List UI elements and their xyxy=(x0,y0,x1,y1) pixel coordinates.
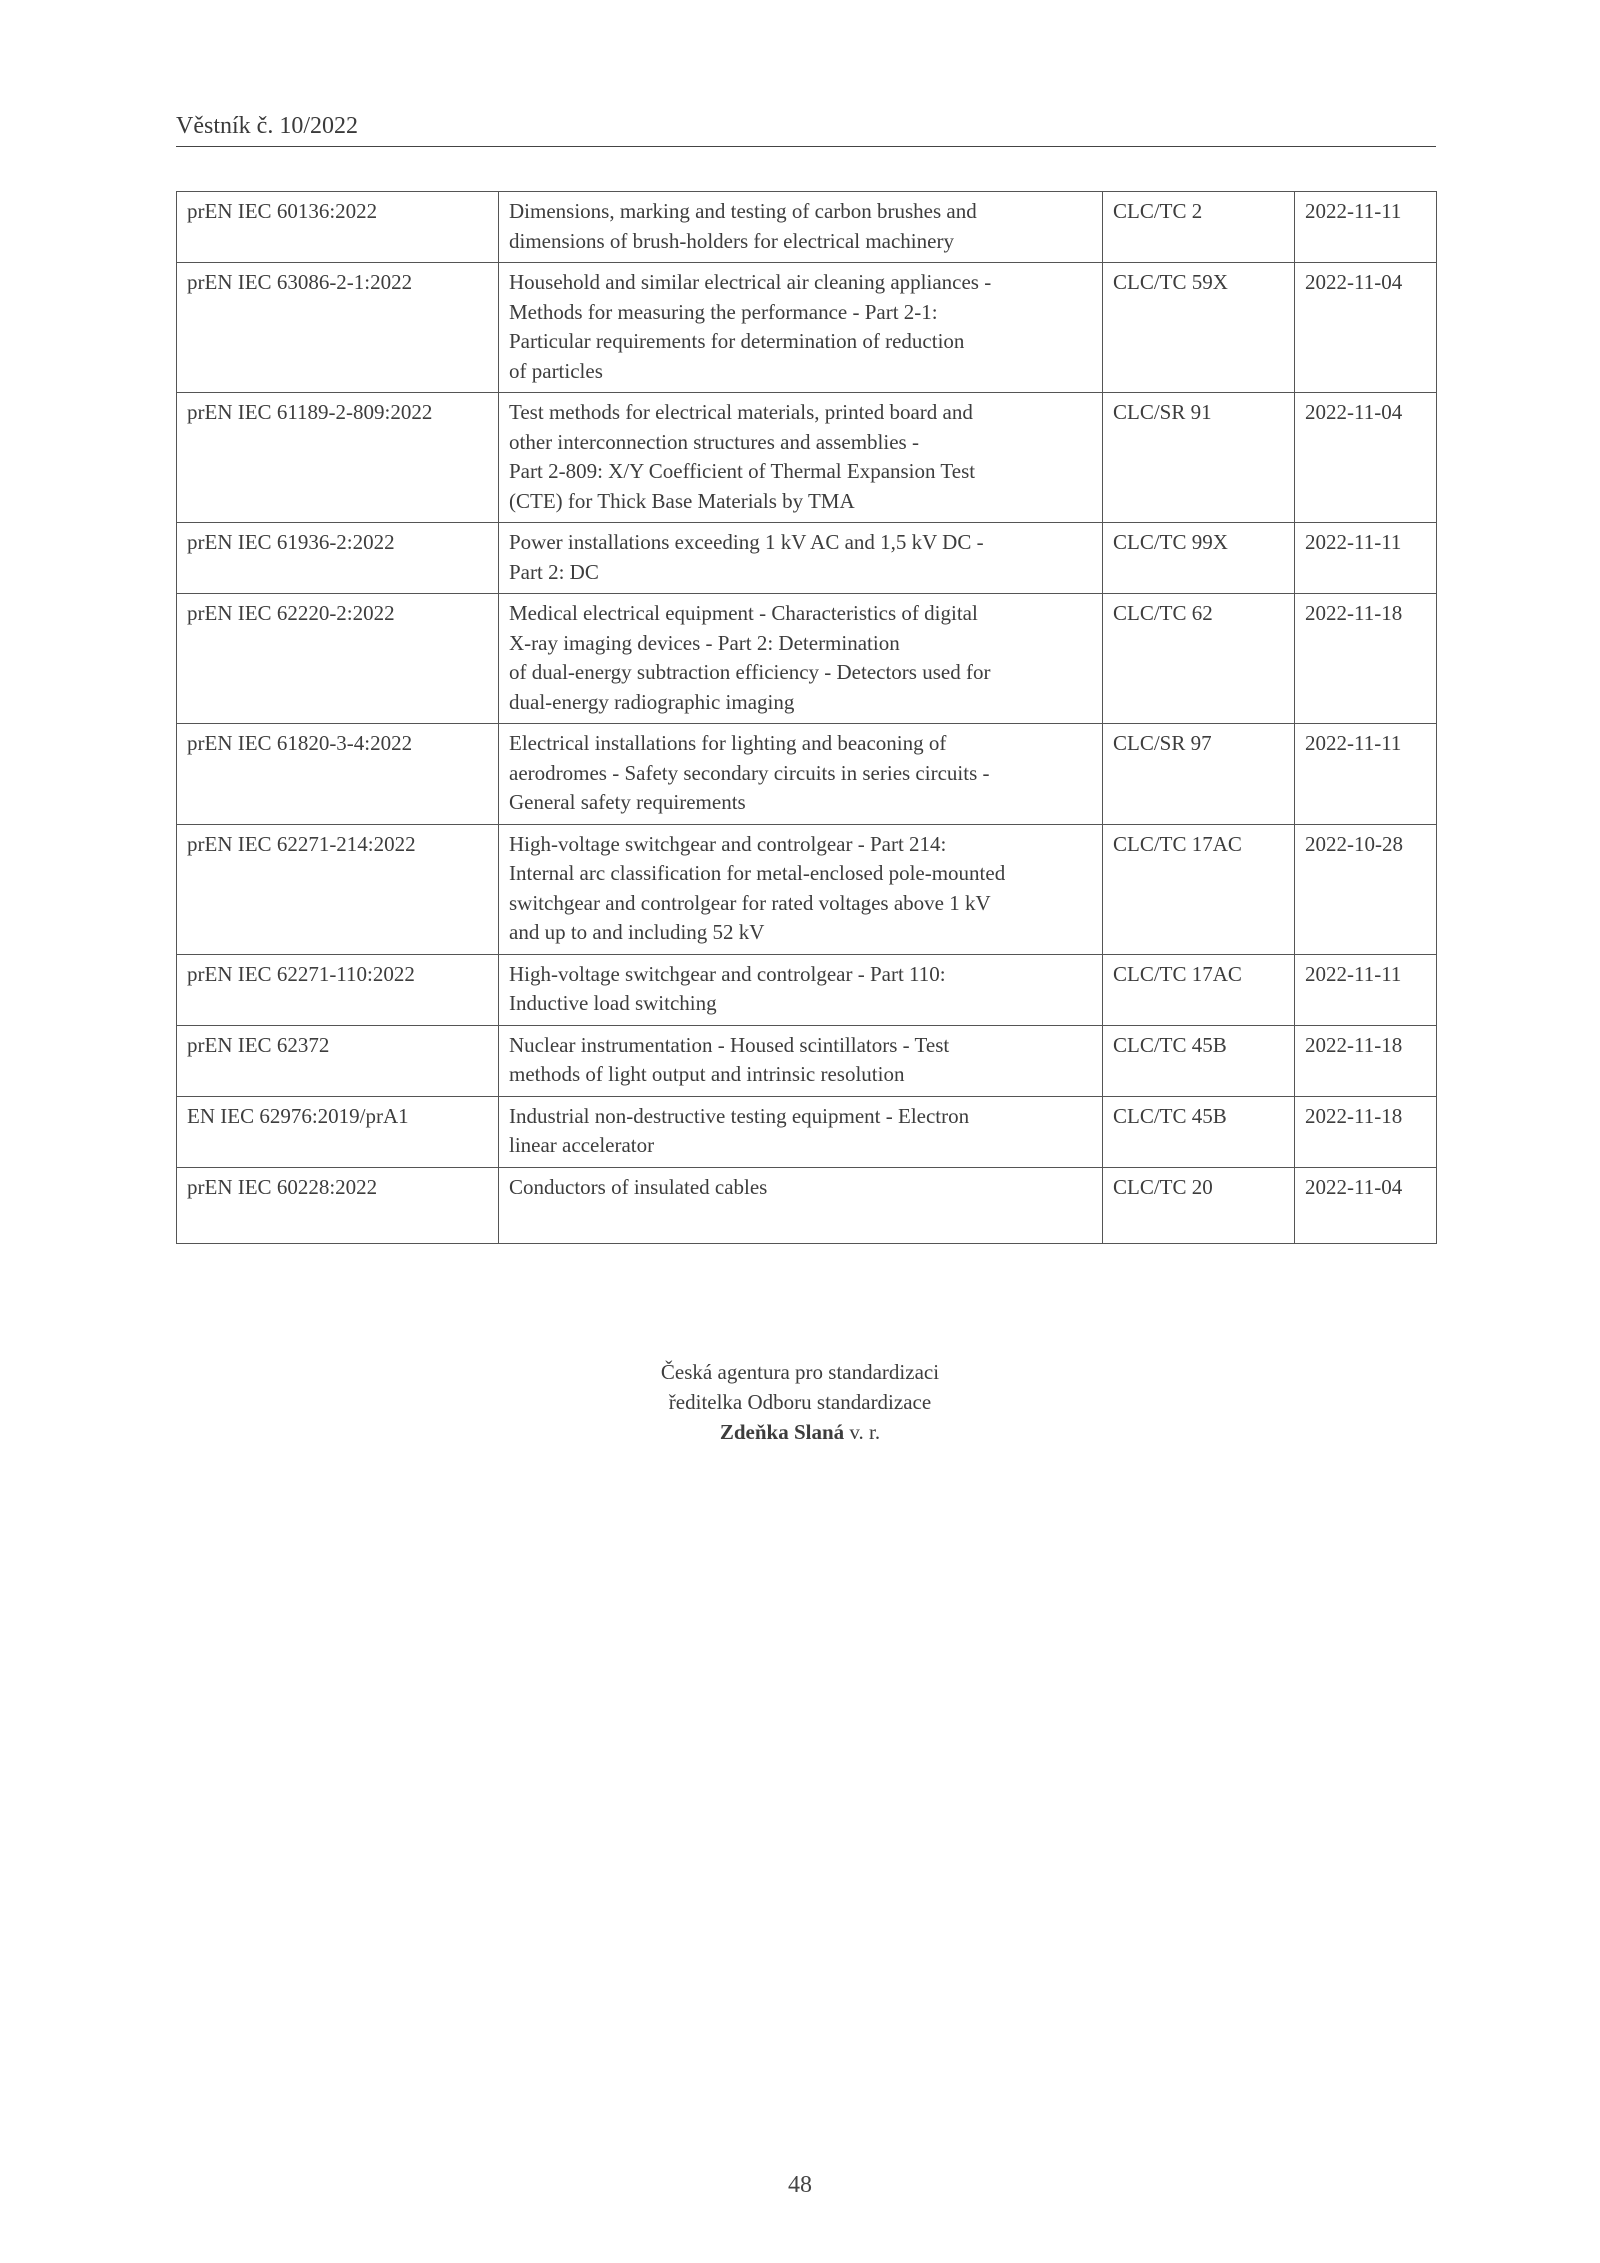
standard-title-line: Industrial non-destructive testing equipment - Electron xyxy=(509,1103,970,1128)
standard-title-cell xyxy=(499,1167,1103,1243)
standard-title-line: dimensions of brush-holders for electrical machinery xyxy=(509,228,954,253)
standard-title-line: High-voltage switchgear and controlgear - Part 110: xyxy=(509,961,946,986)
table-row xyxy=(177,824,1437,954)
standard-code-cell: prEN IEC 62372 xyxy=(177,1025,499,1096)
deadline-date-cell: 2022-11-18 xyxy=(1295,594,1437,724)
standard-title-line: High-voltage switchgear and controlgear - Part 214: xyxy=(509,831,947,856)
standard-title-line: other interconnection structures and assemblies - xyxy=(509,429,919,454)
standard-code-cell: prEN IEC 61820-3-4:2022 xyxy=(177,724,499,825)
standard-title-line: Conductors of insulated cables xyxy=(509,1174,768,1199)
standard-title-line: Dimensions, marking and testing of carbon brushes and xyxy=(509,199,977,223)
standard-code-cell: prEN IEC 62271-110:2022 xyxy=(177,954,499,1025)
standard-title-line: Power installations exceeding 1 kV AC and 1,5 kV DC - xyxy=(509,530,984,554)
standard-title-line: X-ray imaging devices - Part 2: Determination xyxy=(509,630,900,655)
standard-title-cell xyxy=(499,824,1103,954)
standard-title-cell xyxy=(499,1096,1103,1167)
table-row xyxy=(177,1167,1437,1243)
table-row xyxy=(177,393,1437,523)
page-number: 48 xyxy=(788,2172,812,2198)
signature-suffix: v. r. xyxy=(849,1420,881,1444)
committee-cell: CLC/SR 91 xyxy=(1103,393,1295,523)
standard-title-cell xyxy=(499,263,1103,393)
standard-code-cell: prEN IEC 63086-2-1:2022 xyxy=(177,263,499,393)
committee-cell: CLC/TC 45B xyxy=(1103,1025,1295,1096)
table-row xyxy=(177,954,1437,1025)
deadline-date-cell: 2022-11-18 xyxy=(1295,1096,1437,1167)
committee-cell: CLC/TC 62 xyxy=(1103,594,1295,724)
standard-title-line: General safety requirements xyxy=(509,790,746,814)
standard-title-line: Methods for measuring the performance - Part 2-1: xyxy=(509,299,938,324)
standard-title-line: linear accelerator xyxy=(509,1133,655,1157)
table-row xyxy=(177,1096,1437,1167)
signatory-name: Zdeňka Slaná xyxy=(719,1420,845,1444)
signature-position: ředitelka Odboru standardizace xyxy=(668,1390,932,1414)
committee-cell: CLC/TC 2 xyxy=(1103,192,1295,263)
page-header xyxy=(176,114,1436,147)
standard-title-line: Part 2-809: X/Y Coefficient of Thermal Expansion Test xyxy=(509,459,976,483)
standard-title-line: Part 2: DC xyxy=(509,559,599,584)
standard-code-cell: prEN IEC 61189-2-809:2022 xyxy=(177,393,499,523)
standard-title-line: aerodromes - Safety secondary circuits in series circuits - xyxy=(509,760,990,785)
deadline-date-cell: 2022-11-11 xyxy=(1295,724,1437,825)
table-row xyxy=(177,192,1437,263)
standard-title-line: and up to and including 52 kV xyxy=(509,920,765,944)
standard-title-line: switchgear and controlgear for rated voltages above 1 kV xyxy=(509,890,991,915)
table-row xyxy=(177,1025,1437,1096)
table-row xyxy=(177,724,1437,825)
committee-cell: CLC/TC 99X xyxy=(1103,523,1295,594)
committee-cell: CLC/TC 17AC xyxy=(1103,954,1295,1025)
standard-code-cell: prEN IEC 61936-2:2022 xyxy=(177,523,499,594)
standard-code-cell: prEN IEC 60136:2022 xyxy=(177,192,499,263)
standard-title-cell xyxy=(499,724,1103,825)
standard-code-cell: prEN IEC 62220-2:2022 xyxy=(177,594,499,724)
standard-title-cell xyxy=(499,523,1103,594)
deadline-date-cell: 2022-11-18 xyxy=(1295,1025,1437,1096)
standard-title-cell xyxy=(499,954,1103,1025)
committee-cell: CLC/SR 97 xyxy=(1103,724,1295,825)
standard-title-line: of dual-energy subtraction efficiency - Detectors used for xyxy=(509,660,991,684)
journal-title: Věstník č. 10/2022 xyxy=(176,113,358,139)
standard-title-line: Particular requirements for determination of reduction xyxy=(509,329,965,353)
deadline-date-cell: 2022-11-11 xyxy=(1295,192,1437,263)
standard-title-cell xyxy=(499,393,1103,523)
committee-cell: CLC/TC 59X xyxy=(1103,263,1295,393)
deadline-date-cell: 2022-11-04 xyxy=(1295,393,1437,523)
deadline-date-cell: 2022-11-11 xyxy=(1295,954,1437,1025)
standard-title-line: Electrical installations for lighting and beaconing of xyxy=(509,731,947,755)
table-row xyxy=(177,263,1437,393)
standard-title-line: dual-energy radiographic imaging xyxy=(509,689,795,714)
deadline-date-cell: 2022-11-04 xyxy=(1295,1167,1437,1243)
standard-title-line: Medical electrical equipment - Characteristics of digital xyxy=(509,601,978,625)
committee-cell: CLC/TC 45B xyxy=(1103,1096,1295,1167)
committee-cell: CLC/TC 17AC xyxy=(1103,824,1295,954)
deadline-date-cell: 2022-11-11 xyxy=(1295,523,1437,594)
standard-code-cell: prEN IEC 62271-214:2022 xyxy=(177,824,499,954)
committee-cell: CLC/TC 20 xyxy=(1103,1167,1295,1243)
standard-title-line: methods of light output and intrinsic resolution xyxy=(509,1062,905,1086)
standard-title-line: Test methods for electrical materials, printed board and xyxy=(509,400,973,424)
standard-title-cell xyxy=(499,192,1103,263)
table-row xyxy=(177,523,1437,594)
standard-title-line: Nuclear instrumentation - Housed scintillators - Test xyxy=(509,1032,950,1057)
standard-code-cell: EN IEC 62976:2019/prA1 xyxy=(177,1096,499,1167)
standard-title-line: Household and similar electrical air cleaning appliances - xyxy=(509,270,992,294)
deadline-date-cell: 2022-10-28 xyxy=(1295,824,1437,954)
signature-organization: Česká agentura pro standardizaci xyxy=(660,1360,940,1384)
standard-title-line: of particles xyxy=(509,358,603,383)
standard-title-line: Inductive load switching xyxy=(509,991,717,1015)
standard-title-line: (CTE) for Thick Base Materials by TMA xyxy=(509,488,855,513)
deadline-date-cell: 2022-11-04 xyxy=(1295,263,1437,393)
table-row xyxy=(177,594,1437,724)
standards-table xyxy=(176,191,1437,1244)
signature-name-line xyxy=(0,1417,1600,1447)
standard-title-cell xyxy=(499,1025,1103,1096)
standards-table-body xyxy=(177,192,1437,1244)
signature-block xyxy=(0,1357,1600,1447)
standard-code-cell: prEN IEC 60228:2022 xyxy=(177,1167,499,1243)
standard-title-line: Internal arc classification for metal-enclosed pole-mounted xyxy=(509,861,1006,885)
standard-title-cell xyxy=(499,594,1103,724)
